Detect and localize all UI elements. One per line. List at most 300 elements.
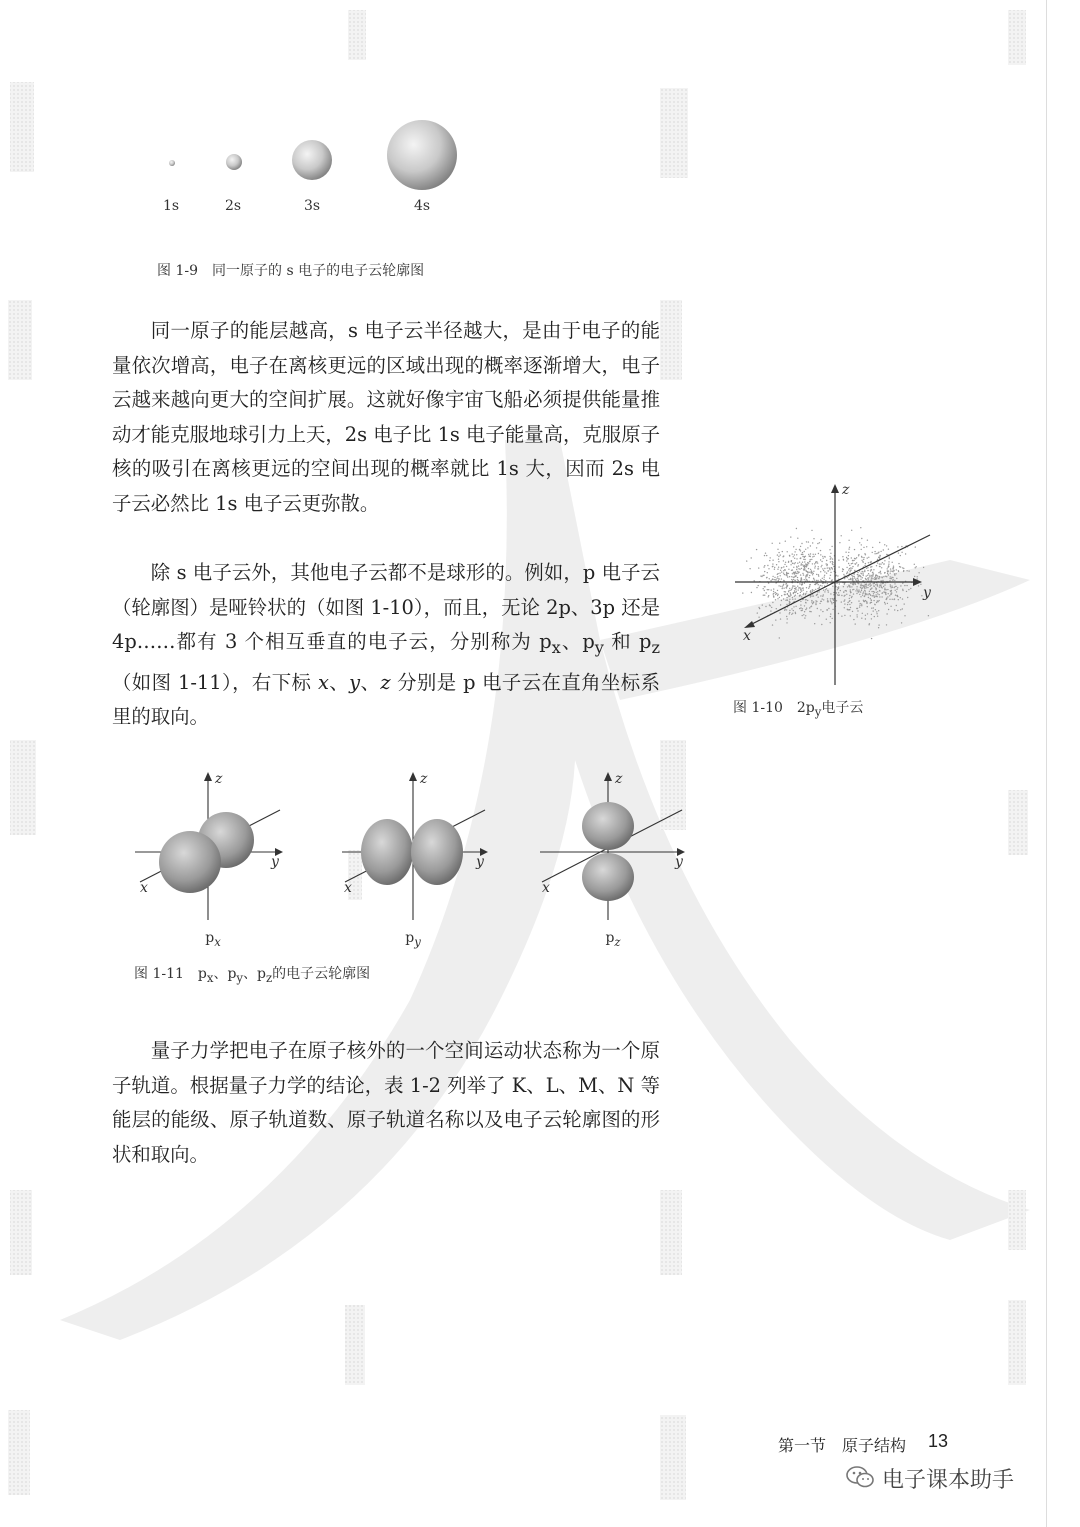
cloud-dot — [880, 583, 881, 584]
cloud-dot — [888, 561, 889, 562]
cloud-dot — [830, 622, 831, 623]
cloud-dot — [795, 549, 796, 550]
cloud-dot — [881, 576, 882, 577]
axis-x-label: x — [743, 628, 751, 644]
cloud-dot — [871, 587, 872, 588]
cloud-dot — [917, 578, 918, 579]
cloud-dot — [861, 549, 862, 550]
cloud-dot — [818, 584, 819, 585]
cloud-dot — [781, 567, 782, 568]
cloud-dot — [890, 573, 891, 574]
cloud-dot — [777, 569, 778, 570]
cloud-dot — [827, 583, 828, 584]
cloud-dot — [851, 597, 852, 598]
cloud-dot — [811, 530, 812, 531]
cloud-dot — [804, 605, 805, 606]
cloud-dot — [877, 601, 878, 602]
cloud-dot — [831, 546, 832, 547]
cloud-dot — [843, 586, 844, 587]
cloud-dot — [796, 558, 797, 559]
cloud-dot — [778, 578, 779, 579]
cloud-dot — [826, 619, 827, 620]
cloud-dot — [811, 606, 812, 607]
cloud-dot — [852, 576, 853, 577]
cloud-dot — [784, 574, 785, 575]
cloud-dot — [884, 560, 885, 561]
cloud-dot — [846, 567, 847, 568]
cloud-dot — [854, 576, 855, 577]
cloud-dot — [832, 563, 833, 564]
cloud-dot — [815, 566, 816, 567]
cloud-dot — [795, 589, 796, 590]
cloud-dot — [898, 552, 899, 553]
cloud-dot — [887, 589, 888, 590]
label-pz: $p_z$ — [605, 930, 621, 949]
cloud-dot — [880, 555, 881, 556]
cloud-dot — [805, 599, 806, 600]
cloud-dot — [777, 573, 778, 574]
cloud-dot — [820, 585, 821, 586]
cloud-dot — [860, 573, 861, 574]
cloud-dot — [901, 546, 902, 547]
cloud-dot — [877, 616, 878, 617]
cloud-dot — [875, 584, 876, 585]
cloud-dot — [889, 595, 890, 596]
cloud-dot — [904, 585, 905, 586]
cloud-dot — [817, 580, 818, 581]
cloud-dot — [879, 590, 880, 591]
cloud-dot — [793, 610, 794, 611]
cloud-dot — [746, 560, 747, 561]
cloud-dot — [812, 589, 813, 590]
cloud-dot — [809, 556, 810, 557]
cloud-dot — [862, 587, 863, 588]
cloud-dot — [766, 577, 767, 578]
cloud-dot — [849, 565, 850, 566]
cloud-dot — [828, 570, 829, 571]
cloud-dot — [767, 589, 768, 590]
cloud-dot — [862, 613, 863, 614]
cloud-dot — [863, 575, 864, 576]
cloud-dot — [824, 575, 825, 576]
paragraph-3: 量子力学把电子在原子核外的一个空间运动状态称为一个原子轨道。根据量子力学的结论，表 1-2 列举了 K、L、M、N 等能层的能级、原子轨道数、原子轨道名称以及电子云轮廓图的形状和取向。 — [112, 1039, 660, 1166]
cloud-dot — [783, 584, 784, 585]
cloud-dot — [749, 568, 750, 569]
cloud-dot — [805, 602, 806, 603]
cloud-dot — [802, 564, 803, 565]
cloud-dot — [890, 576, 891, 577]
sphere-4s — [387, 120, 457, 190]
cloud-dot — [879, 576, 880, 577]
cloud-dot — [917, 576, 918, 577]
cloud-dot — [806, 541, 807, 542]
cloud-dot — [861, 590, 862, 591]
cloud-dot — [869, 576, 870, 577]
cloud-dot — [786, 587, 787, 588]
cloud-dot — [786, 599, 787, 600]
cloud-dot — [809, 572, 810, 573]
cloud-dot — [783, 566, 784, 567]
cloud-dot — [788, 569, 789, 570]
cloud-dot — [844, 599, 845, 600]
cloud-dot — [843, 574, 844, 575]
cloud-dot — [869, 591, 870, 592]
cloud-dot — [790, 594, 791, 595]
cloud-dot — [886, 624, 887, 625]
cloud-dot — [871, 608, 872, 609]
cloud-dot — [870, 585, 871, 586]
cloud-dot — [888, 609, 889, 610]
cloud-dot — [837, 589, 838, 590]
cloud-dot — [839, 583, 840, 584]
cloud-dot — [887, 567, 888, 568]
cloud-dot — [799, 562, 800, 563]
cloud-dot — [928, 615, 929, 616]
cloud-dot — [792, 553, 793, 554]
cloud-dot — [857, 608, 858, 609]
cloud-dot — [848, 569, 849, 570]
cloud-dot — [756, 549, 757, 550]
cloud-dot — [857, 610, 858, 611]
cloud-dot — [795, 575, 796, 576]
cloud-dot — [830, 553, 831, 554]
cloud-dot — [871, 618, 872, 619]
cloud-dot — [882, 580, 883, 581]
cloud-dot — [893, 599, 894, 600]
cloud-dot — [846, 557, 847, 558]
cloud-dot — [784, 594, 785, 595]
cloud-dot — [772, 576, 773, 577]
cloud-dot — [878, 627, 879, 628]
cloud-dot — [878, 572, 879, 573]
cloud-dot — [836, 592, 837, 593]
cloud-dot — [854, 549, 855, 550]
cloud-dot — [852, 589, 853, 590]
cloud-dot — [832, 562, 833, 563]
cloud-dot — [772, 543, 773, 544]
cloud-dot — [802, 608, 803, 609]
cloud-dot — [764, 565, 765, 566]
cloud-dot — [805, 549, 806, 550]
cloud-dot — [793, 606, 794, 607]
cloud-dot — [823, 579, 824, 580]
cloud-dot — [771, 589, 772, 590]
cloud-dot — [892, 599, 893, 600]
cloud-dot — [855, 558, 856, 559]
cloud-dot — [880, 585, 881, 586]
cloud-dot — [819, 615, 820, 616]
cloud-dot — [833, 592, 834, 593]
cloud-dot — [861, 560, 862, 561]
cloud-dot — [772, 579, 773, 580]
cloud-dot — [805, 593, 806, 594]
cloud-dot — [764, 595, 765, 596]
cloud-dot — [815, 554, 816, 555]
cloud-dot — [773, 588, 774, 589]
cloud-dot — [858, 589, 859, 590]
cloud-dot — [789, 599, 790, 600]
cloud-dot — [821, 539, 822, 540]
cloud-dot — [778, 561, 779, 562]
cloud-dot — [850, 570, 851, 571]
cloud-dot — [826, 560, 827, 561]
cloud-dot — [859, 542, 860, 543]
cloud-dot — [855, 623, 856, 624]
cloud-dot — [812, 574, 813, 575]
cloud-dot — [788, 561, 789, 562]
cloud-dot — [795, 580, 796, 581]
cloud-dot — [764, 590, 765, 591]
cloud-dot — [842, 556, 843, 557]
cloud-dot — [791, 576, 792, 577]
cloud-dot — [878, 610, 879, 611]
cloud-dot — [815, 562, 816, 563]
cloud-dot — [818, 568, 819, 569]
cloud-dot — [768, 595, 769, 596]
cloud-dot — [803, 594, 804, 595]
cloud-dot — [879, 585, 880, 586]
cloud-dot — [801, 563, 802, 564]
cloud-dot — [879, 594, 880, 595]
cloud-dot — [889, 580, 890, 581]
cloud-dot — [839, 542, 840, 543]
cloud-dot — [872, 595, 873, 596]
cloud-dot — [889, 557, 890, 558]
cloud-dot — [786, 609, 787, 610]
cloud-dot — [870, 570, 871, 571]
cloud-dot — [848, 579, 849, 580]
cloud-dot — [880, 563, 881, 564]
cloud-dot — [895, 595, 896, 596]
cloud-dot — [906, 570, 907, 571]
cloud-dot — [794, 551, 795, 552]
cloud-dot — [803, 559, 804, 560]
cloud-dot — [820, 601, 821, 602]
cloud-dot — [784, 610, 785, 611]
cloud-dot — [891, 577, 892, 578]
cloud-dot — [822, 583, 823, 584]
cloud-dot — [828, 567, 829, 568]
cloud-dot — [826, 573, 827, 574]
cloud-dot — [791, 614, 792, 615]
cloud-dot — [820, 595, 821, 596]
cloud-dot — [891, 592, 892, 593]
cloud-dot — [878, 624, 879, 625]
cloud-dot — [765, 553, 766, 554]
cloud-dot — [893, 567, 894, 568]
cloud-dot — [877, 559, 878, 560]
cloud-dot — [762, 575, 763, 576]
cloud-dot — [806, 591, 807, 592]
cloud-dot — [780, 618, 781, 619]
orbital-label-1s: 1s — [162, 198, 180, 214]
cloud-dot — [837, 587, 838, 588]
cloud-dot — [893, 570, 894, 571]
cloud-dot — [857, 616, 858, 617]
cloud-dot — [885, 603, 886, 604]
cloud-dot — [808, 541, 809, 542]
pz-axis-z-label: z — [615, 771, 623, 787]
cloud-dot — [891, 590, 892, 591]
cloud-dot — [814, 563, 815, 564]
cloud-dot — [812, 591, 813, 592]
cloud-dot — [778, 580, 779, 581]
cloud-dot — [809, 584, 810, 585]
cloud-dot — [785, 591, 786, 592]
pz-axis-y-label: y — [675, 854, 683, 870]
cloud-dot — [892, 587, 893, 588]
cloud-dot — [868, 624, 869, 625]
cloud-dot — [781, 578, 782, 579]
cloud-dot — [795, 587, 796, 588]
cloud-dot — [807, 571, 808, 572]
cloud-dot — [805, 566, 806, 567]
cloud-dot — [823, 594, 824, 595]
cloud-dot — [818, 553, 819, 554]
cloud-dot — [875, 609, 876, 610]
cloud-dot — [851, 568, 852, 569]
cloud-dot — [780, 586, 781, 587]
cloud-dot — [832, 618, 833, 619]
cloud-dot — [792, 599, 793, 600]
cloud-dot — [816, 595, 817, 596]
cloud-dot — [790, 564, 791, 565]
cloud-dot — [858, 564, 859, 565]
cloud-dot — [838, 592, 839, 593]
cloud-dot — [843, 559, 844, 560]
cloud-dot — [867, 594, 868, 595]
cloud-dot — [843, 592, 844, 593]
cloud-dot — [811, 559, 812, 560]
cloud-dot — [892, 571, 893, 572]
cloud-dot — [801, 596, 802, 597]
cloud-dot — [770, 605, 771, 606]
cloud-dot — [871, 566, 872, 567]
cloud-dot — [795, 613, 796, 614]
cloud-dot — [823, 558, 824, 559]
cloud-dot — [867, 606, 868, 607]
cloud-dot — [903, 568, 904, 569]
cloud-dot — [782, 588, 783, 589]
cloud-dot — [813, 578, 814, 579]
cloud-dot — [780, 604, 781, 605]
cloud-dot — [818, 574, 819, 575]
cloud-dot — [791, 560, 792, 561]
cloud-dot — [783, 598, 784, 599]
cloud-dot — [841, 535, 842, 536]
cloud-dot — [886, 554, 887, 555]
cloud-dot — [841, 595, 842, 596]
cloud-dot — [874, 586, 875, 587]
cloud-dot — [891, 578, 892, 579]
cloud-dot — [874, 579, 875, 580]
cloud-dot — [803, 569, 804, 570]
cloud-dot — [844, 603, 845, 604]
cloud-dot — [800, 601, 801, 602]
cloud-dot — [775, 579, 776, 580]
cloud-dot — [825, 589, 826, 590]
cloud-dot — [796, 573, 797, 574]
cloud-dot — [822, 611, 823, 612]
cloud-dot — [910, 588, 911, 589]
cloud-dot — [811, 601, 812, 602]
cloud-dot — [830, 561, 831, 562]
cloud-dot — [889, 599, 890, 600]
cloud-dot — [768, 582, 769, 583]
cloud-dot — [851, 586, 852, 587]
cloud-dot — [772, 602, 773, 603]
cloud-dot — [821, 561, 822, 562]
cloud-dot — [850, 592, 851, 593]
cloud-dot — [792, 569, 793, 570]
cloud-dot — [873, 607, 874, 608]
cloud-dot — [777, 594, 778, 595]
cloud-dot — [817, 588, 818, 589]
cloud-dot — [841, 616, 842, 617]
cloud-dot — [768, 568, 769, 569]
cloud-dot — [852, 580, 853, 581]
cloud-dot — [831, 580, 832, 581]
cloud-dot — [845, 552, 846, 553]
cloud-dot — [894, 580, 895, 581]
cloud-dot — [822, 556, 823, 557]
cloud-dot — [807, 547, 808, 548]
cloud-dot — [831, 603, 832, 604]
cloud-dot — [784, 569, 785, 570]
cloud-dot — [899, 566, 900, 567]
cloud-dot — [812, 556, 813, 557]
cloud-dot — [796, 566, 797, 567]
cloud-dot — [861, 538, 862, 539]
cloud-dot — [786, 566, 787, 567]
cloud-dot — [865, 554, 866, 555]
cloud-dot — [806, 579, 807, 580]
cloud-dot — [886, 598, 887, 599]
cloud-dot — [781, 595, 782, 596]
cloud-dot — [763, 588, 764, 589]
cloud-dot — [785, 562, 786, 563]
cloud-dot — [824, 571, 825, 572]
cloud-dot — [869, 584, 870, 585]
cloud-dot — [769, 578, 770, 579]
cloud-dot — [860, 596, 861, 597]
cloud-dot — [780, 570, 781, 571]
cloud-dot — [764, 555, 765, 556]
cloud-dot — [857, 590, 858, 591]
cloud-dot — [792, 573, 793, 574]
cloud-dot — [804, 583, 805, 584]
cloud-dot — [854, 560, 855, 561]
cloud-dot — [858, 591, 859, 592]
cloud-dot — [808, 554, 809, 555]
cloud-dot — [879, 557, 880, 558]
cloud-dot — [874, 583, 875, 584]
cloud-dot — [867, 578, 868, 579]
cloud-dot — [858, 600, 859, 601]
cloud-dot — [853, 593, 854, 594]
cloud-dot — [887, 573, 888, 574]
cloud-dot — [837, 594, 838, 595]
cloud-dot — [789, 610, 790, 611]
cloud-dot — [770, 557, 771, 558]
cloud-dot — [784, 564, 785, 565]
cloud-dot — [869, 593, 870, 594]
cloud-dot — [775, 619, 776, 620]
cloud-dot — [856, 589, 857, 590]
cloud-dot — [874, 551, 875, 552]
cloud-dot — [858, 583, 859, 584]
cloud-dot — [815, 604, 816, 605]
